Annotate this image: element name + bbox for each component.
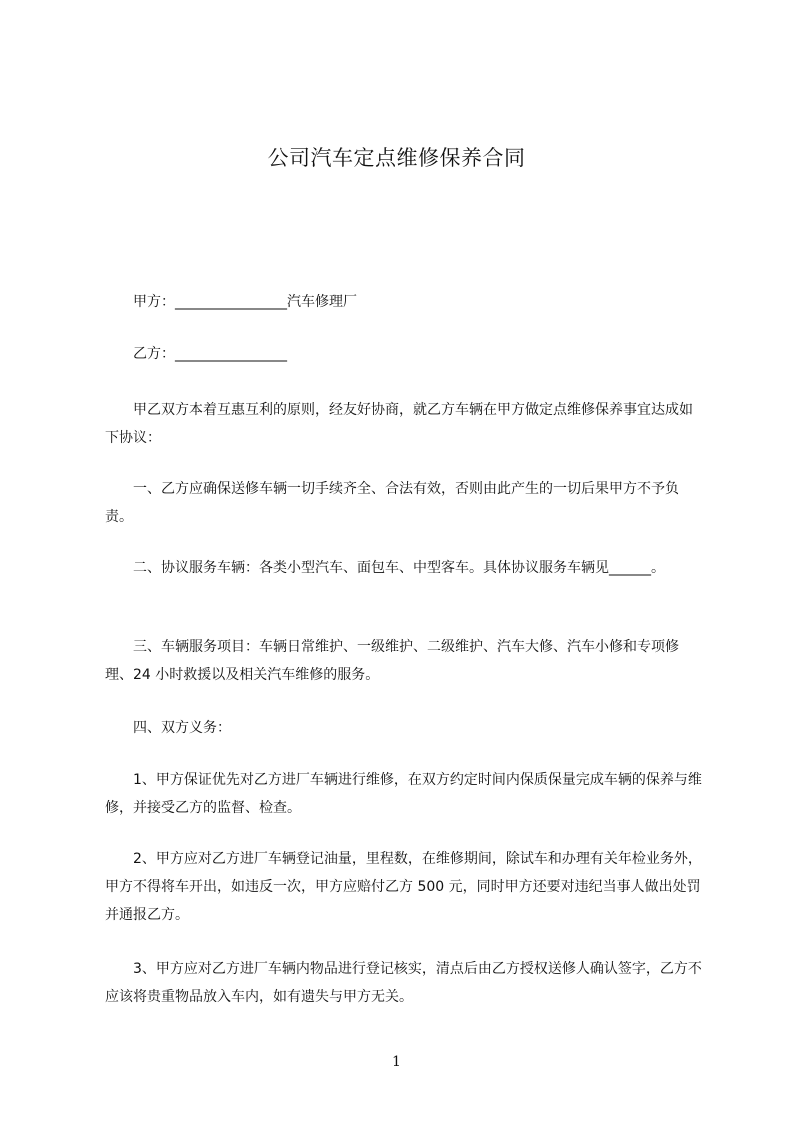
clause-4-heading: 四、双方义务： — [105, 720, 231, 736]
obligation-item-1: 1、甲方保证优先对乙方进厂车辆进行维修，在双方约定时间内保质保量完成车辆的保养与维修，并接受乙方的监督、检查。 — [105, 772, 702, 816]
party-b-line: 乙方：________________ — [105, 346, 287, 362]
party-a-line: 甲方：________________汽车修理厂 — [105, 294, 357, 310]
obligation-item-3: 3、甲方应对乙方进厂车辆内物品进行登记核实，清点后由乙方授权送修人确认签字，乙方不应该将贵重物品放入车内，如有遗失与甲方无关。 — [105, 961, 702, 1005]
clause-1-paragraph: 一、乙方应确保送修车辆一切手续齐全、合法有效，否则由此产生的一切后果甲方不予负责。 — [105, 481, 679, 525]
obligation-item-2: 2、甲方应对乙方进厂车辆登记油量，里程数，在维修期间，除试车和办理有关年检业务外，甲方不得将车开出，如违反一次，甲方应赔付乙方 500 元，同时甲方还要对违纪当事人做出处罚并通报乙方。 — [105, 851, 702, 923]
intro-paragraph: 甲乙双方本着互惠互利的原则，经友好协商，就乙方车辆在甲方做定点维修保养事宜达成如下协议： — [105, 402, 693, 446]
clause-3-paragraph: 三、车辆服务项目：车辆日常维护、一级维护、二级维护、汽车大修、汽车小修和专项修理、24 小时救援以及相关汽车维修的服务。 — [105, 639, 679, 683]
clause-2-paragraph: 二、协议服务车辆：各类小型汽车、面包车、中型客车。具体协议服务车辆见______。 — [105, 560, 665, 576]
page-number: 1 — [392, 1054, 401, 1070]
document-title: 公司汽车定点维修保养合同 — [267, 146, 526, 170]
